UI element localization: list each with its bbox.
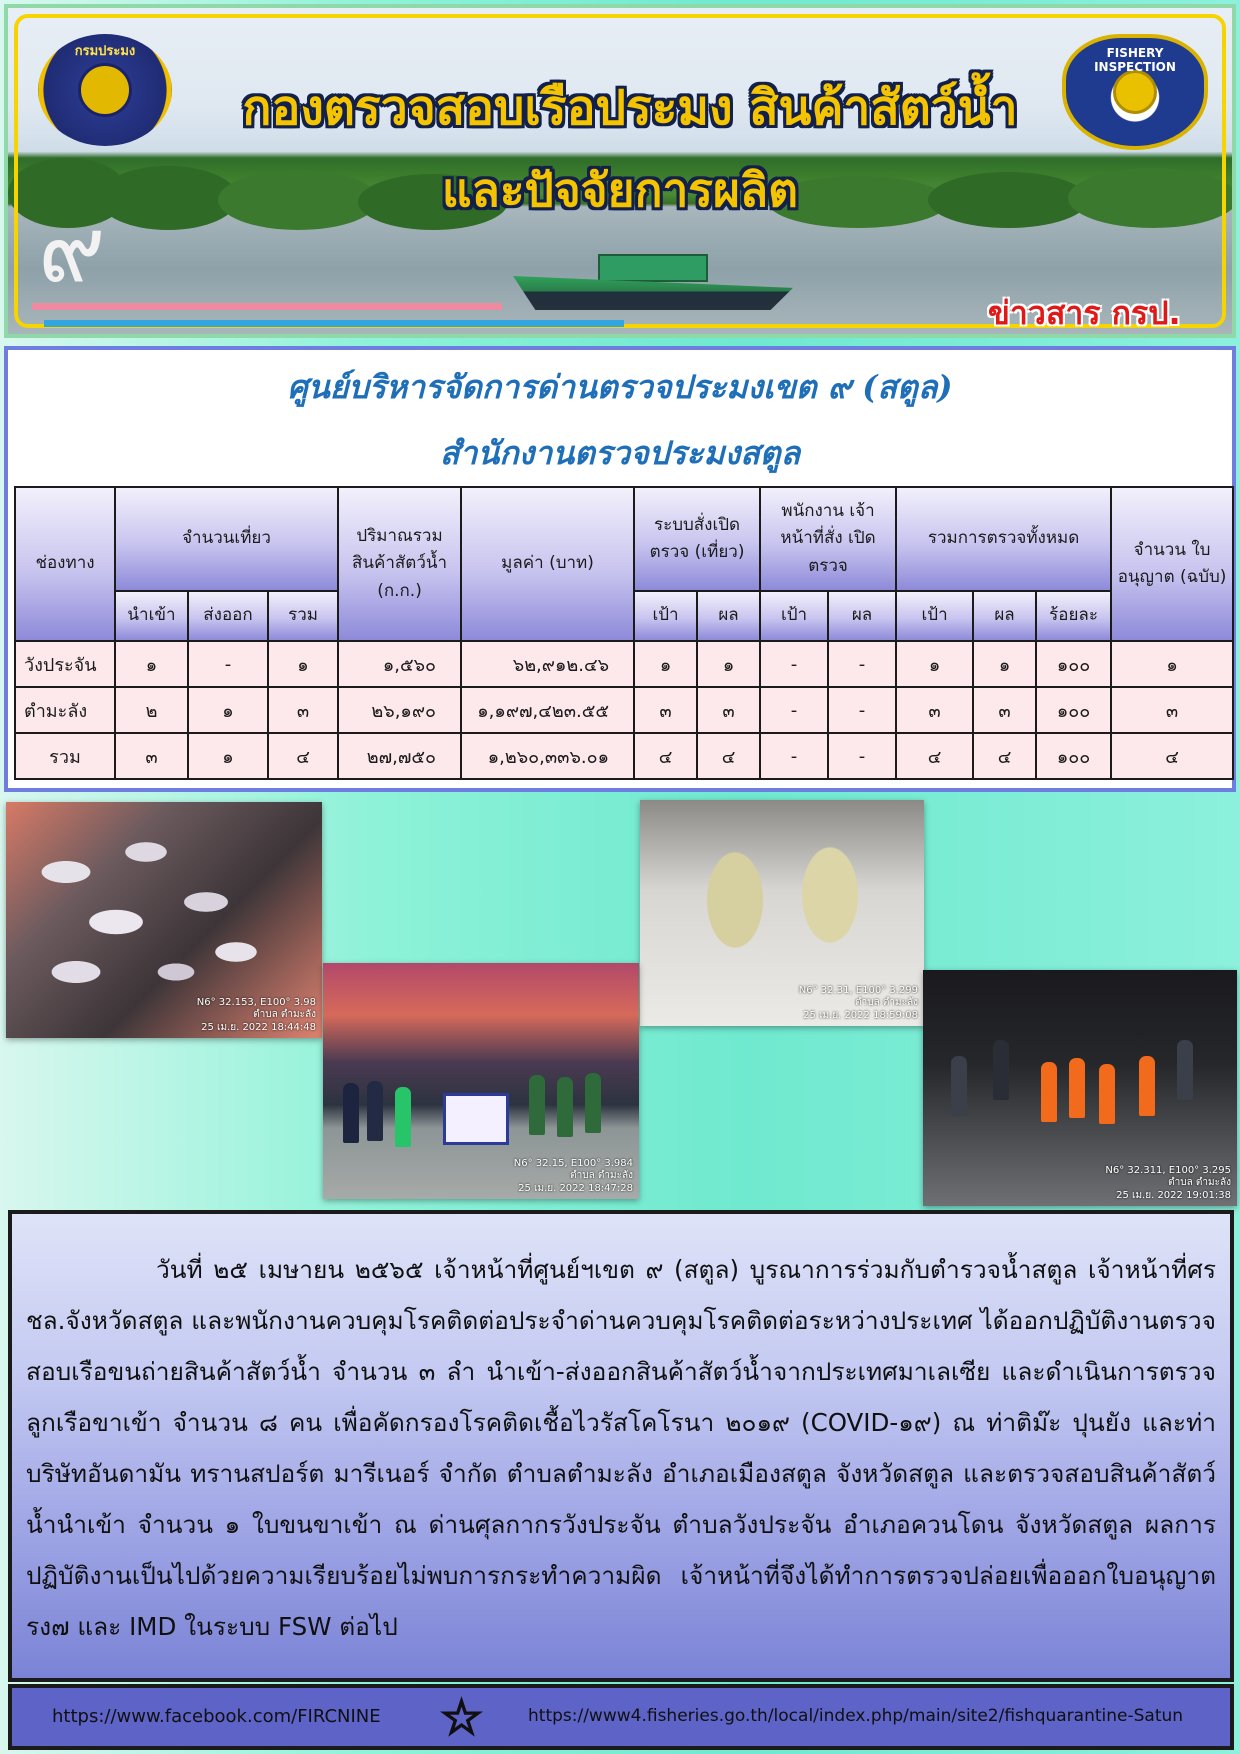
decorative-stripe-blue bbox=[44, 320, 624, 327]
photo-pomfret-fish bbox=[640, 800, 924, 1026]
header-channel: ช่องทาง bbox=[15, 487, 115, 641]
photo-caption bbox=[197, 997, 316, 1035]
cell-system-target: ๓ bbox=[634, 687, 697, 733]
stats-panel bbox=[4, 346, 1236, 792]
header-value: มูลค่า (บาท) bbox=[461, 487, 634, 641]
footer bbox=[8, 1684, 1234, 1750]
cell-system-result: ๑ bbox=[697, 641, 760, 687]
photo-caption bbox=[1105, 1165, 1231, 1203]
header-total: รวม bbox=[268, 591, 338, 641]
header-officer-result: ผล bbox=[828, 591, 896, 641]
cell-system-target: ๑ bbox=[634, 641, 697, 687]
cell-value: ๑,๒๖๐,๓๓๖.๐๑ bbox=[461, 733, 634, 779]
header-system-result: ผล bbox=[697, 591, 760, 641]
photo-crew-inspection-night bbox=[923, 970, 1237, 1206]
cell-total: ๔ bbox=[268, 733, 338, 779]
photo-caption bbox=[799, 985, 918, 1023]
caption-coords: N6° 32.311, E100° 3.295 bbox=[1105, 1164, 1231, 1176]
cell-percent: ๑๐๐ bbox=[1036, 687, 1111, 733]
cell-export: ๑ bbox=[188, 687, 268, 733]
cell-system-result: ๔ bbox=[697, 733, 760, 779]
caption-coords: N6° 32.31, E100° 3.299 bbox=[798, 984, 918, 996]
header-all-result: ผล bbox=[973, 591, 1036, 641]
cell-value: ๑,๑๙๗,๔๒๓.๕๕ bbox=[461, 687, 634, 733]
cell-permits: ๑ bbox=[1111, 641, 1233, 687]
cell-all-result: ๔ bbox=[973, 733, 1036, 779]
header-officer-order: พนักงาน เจ้าหน้าที่สั่ง เปิดตรวจ bbox=[760, 487, 896, 591]
decorative-stripe-pink bbox=[32, 303, 502, 310]
header-all-target: เป้า bbox=[896, 591, 973, 641]
cell-quantity: ๒๖,๑๙๐ bbox=[338, 687, 461, 733]
cell-quantity: ๑,๕๖๐ bbox=[338, 641, 461, 687]
cell-import: ๓ bbox=[115, 733, 188, 779]
activity-description: วันที่ ๒๕ เมษายน ๒๕๖๕ เจ้าหน้าที่ศูนย์ฯเขต ๙ (สตูล) บูรณาการร่วมกับตำรวจน้ำสตูล เจ้าหน้าที่ศรชล.จังหวัดสตูล และพนักงานควบคุมโรคติดต่อประจำด่านควบคุมโรคติดต่อระหว่างประเทศ ได้ออกปฏิบัติงานตรวจสอบเรือขนถ่ายสินค้าสัตว์น้ำ จำนวน ๓ ลำ นำเข้า-ส่งออกสินค้าสัตว์น้ำจากประเทศมาเลเซีย และดำเนินการตรวจลูกเรือขาเข้า จำนวน ๘ คน เพื่อคัดกรองโรคติดเชื้อไวรัสโคโรนา ๒๐๑๙ (COVID-๑๙) ณ ท่าติม๊ะ ปุนยัง และท่าบริษัทอันดามัน ทรานสปอร์ต มารีเนอร์ จำกัด ตำบลตำมะลัง อำเภอเมืองสตูล จังหวัดสตูล และตรวจสอบสินค้าสัตว์น้ำนำเข้า จำนวน ๑ ใบขนขาเข้า ณ ด่านศุลกากรวังประจัน ตำบลวังประจัน อำเภอควนโดน จังหวัดสตูล ผลการปฏิบัติงานเป็นไปด้วยความเรียบร้อยไม่พบการกระทำความผิด เจ้าหน้าที่จึงได้ทำการตรวจปล่อยเพื่อออกใบอนุญาต รง๗ และ IMD ในระบบ FSW ต่อไป bbox=[26, 1255, 1216, 1641]
photo-caption bbox=[514, 1158, 633, 1196]
cell-channel: วังประจัน bbox=[15, 641, 115, 687]
star-icon: ☆ bbox=[440, 1690, 484, 1746]
caption-coords: N6° 32.153, E100° 3.98 bbox=[196, 996, 316, 1008]
cell-total: ๓ bbox=[268, 687, 338, 733]
table-row bbox=[15, 641, 1233, 687]
header-import: นำเข้า bbox=[115, 591, 188, 641]
header-export: ส่งออก bbox=[188, 591, 268, 641]
region-nine-glyph: ๙ bbox=[38, 196, 106, 303]
cell-percent: ๑๐๐ bbox=[1036, 641, 1111, 687]
cell-all-target: ๑ bbox=[896, 641, 973, 687]
caption-place: ตำบล ตำมะลัง bbox=[253, 1009, 316, 1020]
caption-place: ตำบล ตำมะลัง bbox=[1168, 1177, 1231, 1188]
header-trips: จำนวนเที่ยว bbox=[115, 487, 338, 591]
boat-cabin bbox=[598, 254, 708, 282]
activity-description-box bbox=[8, 1210, 1234, 1682]
header-banner bbox=[4, 4, 1236, 338]
logo-right-text: FISHERY INSPECTION bbox=[1094, 46, 1176, 74]
header-officer-target: เป้า bbox=[760, 591, 828, 641]
caption-place: ตำบล ตำมะลัง bbox=[570, 1170, 633, 1181]
cell-permits: ๓ bbox=[1111, 687, 1233, 733]
cell-quantity: ๒๗,๗๕๐ bbox=[338, 733, 461, 779]
website-link[interactable]: https://www4.fisheries.go.th/local/index.php/main/site2/fishquarantine-Satun bbox=[528, 1706, 1184, 1726]
inspection-signboard bbox=[443, 1093, 509, 1145]
caption-time: 25 เม.ย. 2022 18:47:28 bbox=[518, 1182, 633, 1194]
cell-officer-target: - bbox=[760, 641, 828, 687]
header-quantity: ปริมาณรวม สินค้าสัตว์น้ำ (ก.ก.) bbox=[338, 487, 461, 641]
header-all-inspections: รวมการตรวจทั้งหมด bbox=[896, 487, 1111, 591]
cell-permits: ๔ bbox=[1111, 733, 1233, 779]
header-system-order: ระบบสั่งเปิด ตรวจ (เที่ยว) bbox=[634, 487, 760, 591]
office-name-heading: สำนักงานตรวจประมงสตูล bbox=[439, 434, 801, 472]
cell-system-target: ๔ bbox=[634, 733, 697, 779]
cell-system-result: ๓ bbox=[697, 687, 760, 733]
cell-export: ๑ bbox=[188, 733, 268, 779]
photo-squid-catch bbox=[6, 802, 322, 1038]
cell-all-target: ๓ bbox=[896, 687, 973, 733]
logo-left-text: กรมประมง bbox=[74, 44, 136, 59]
banner-title-line-2: และปัจจัยการผลิต bbox=[441, 163, 798, 217]
table-row-total bbox=[15, 733, 1233, 779]
cell-officer-target: - bbox=[760, 687, 828, 733]
inspection-stats-table bbox=[14, 486, 1234, 780]
news-label: ข่าวสาร กรป. bbox=[988, 294, 1181, 332]
header-percent: ร้อยละ bbox=[1036, 591, 1111, 641]
caption-coords: N6° 32.15, E100° 3.984 bbox=[513, 1157, 633, 1169]
cell-percent: ๑๐๐ bbox=[1036, 733, 1111, 779]
cell-all-result: ๑ bbox=[973, 641, 1036, 687]
cell-total: ๑ bbox=[268, 641, 338, 687]
cell-import: ๒ bbox=[115, 687, 188, 733]
cell-officer-result: - bbox=[828, 733, 896, 779]
banner-title-line-1: กองตรวจสอบเรือประมง สินค้าสัตว์น้ำ bbox=[242, 80, 1018, 136]
header-system-target: เป้า bbox=[634, 591, 697, 641]
cell-officer-result: - bbox=[828, 687, 896, 733]
facebook-link[interactable]: https://www.facebook.com/FIRCNINE bbox=[52, 1706, 381, 1727]
cell-officer-target: - bbox=[760, 733, 828, 779]
cell-value: ๖๒,๙๑๒.๔๖ bbox=[461, 641, 634, 687]
header-permits: จำนวน ใบอนุญาต (ฉบับ) bbox=[1111, 487, 1233, 641]
table-row bbox=[15, 687, 1233, 733]
caption-time: 25 เม.ย. 2022 18:44:48 bbox=[201, 1021, 316, 1033]
caption-time: 25 เม.ย. 2022 18:59:08 bbox=[803, 1009, 918, 1021]
caption-time: 25 เม.ย. 2022 19:01:38 bbox=[1116, 1189, 1231, 1201]
cell-all-target: ๔ bbox=[896, 733, 973, 779]
cell-officer-result: - bbox=[828, 641, 896, 687]
cell-channel: ตำมะลัง bbox=[15, 687, 115, 733]
cell-import: ๑ bbox=[115, 641, 188, 687]
center-name-heading: ศูนย์บริหารจัดการด่านตรวจประมงเขต ๙ (สตูล) bbox=[287, 368, 953, 406]
cell-all-result: ๓ bbox=[973, 687, 1036, 733]
cell-export: - bbox=[188, 641, 268, 687]
cell-channel: รวม bbox=[15, 733, 115, 779]
photo-inspection-team-dusk bbox=[323, 963, 639, 1199]
caption-place: ตำบล ตำมะลัง bbox=[855, 997, 918, 1008]
